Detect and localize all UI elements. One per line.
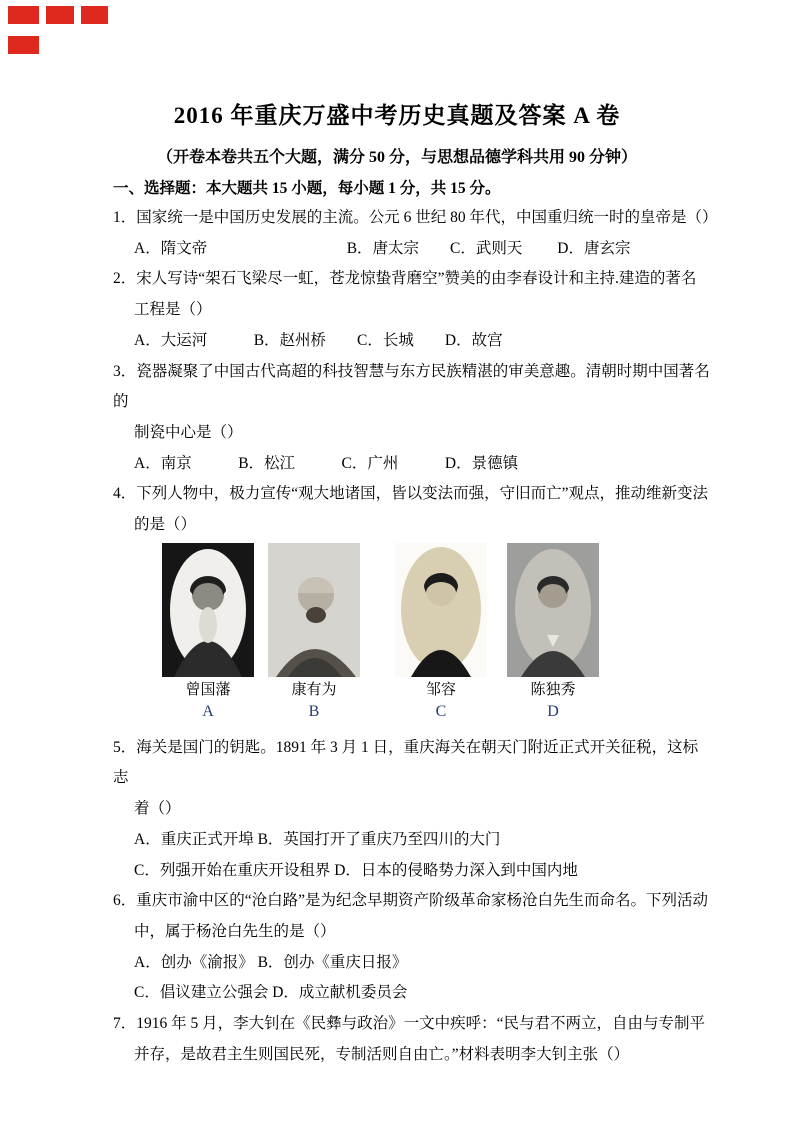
options-line: C．倡议建立公强会 D．成立献机委员会 xyxy=(134,984,408,1002)
options-line: A．大运河 B．赵州桥 C．长城 D．故宫 xyxy=(134,331,503,349)
questions-body xyxy=(113,203,718,1070)
question-text-continued: 并存，是故君主生则国民死，专制活则自由亡。”材料表明李大钊主张（） xyxy=(134,1045,630,1063)
question-text: 5．海关是国门的钥匙。1891 年 3 月 1 日，重庆海关在朝天门附近正式开关征税，这标志 xyxy=(113,738,699,787)
question-text-continued: 的是（） xyxy=(134,516,197,534)
question-text: 2．宋人写诗“架石飞梁尽一虹，苍龙惊蛰背磨空”赞美的由李春设计和主持.建造的著名 xyxy=(113,270,697,288)
question-text-continued: 工程是（） xyxy=(134,301,212,319)
figure-caption: 邹容 xyxy=(425,681,456,698)
question-text: 3．瓷器凝聚了中国古代高超的科技智慧与东方民族精湛的审美意趣。清朝时期中国著名的 xyxy=(113,362,710,411)
question-text: 7．1916 年 5 月，李大钊在《民彝与政治》一文中疾呼：“民与君不两立，自由与专制平 xyxy=(113,1015,706,1033)
portrait-chen-duxiu-image xyxy=(507,543,599,677)
portrait-kang-youwei-image xyxy=(268,543,360,677)
figure-caption: 曾国藩 xyxy=(185,681,231,698)
figure-letter: D xyxy=(547,702,559,720)
question-2 xyxy=(113,264,713,356)
question-1 xyxy=(113,203,718,264)
figure-letter: B xyxy=(308,702,320,720)
page-title: 2016 年重庆万盛中考历史真题及答案 A 卷 xyxy=(173,103,621,128)
options-line: C．列强开始在重庆开设租界 D．日本的侵略势力深入到中国内地 xyxy=(134,861,578,879)
figure-caption: 陈独秀 xyxy=(530,681,576,698)
portrait-zeng-guofan-image xyxy=(162,543,254,677)
question-text-continued: 着（） xyxy=(134,800,181,818)
figure-chen-duxiu xyxy=(507,543,599,723)
question-4 xyxy=(113,479,713,732)
portrait-figures-row xyxy=(113,541,713,733)
portrait-zou-rong-image xyxy=(395,543,487,677)
options-line: A．南京 B．松江 C．广州 D．景德镇 xyxy=(134,454,519,472)
options-line: A．隋文帝 B．唐太宗 C．武则天 D．唐玄宗 xyxy=(134,239,631,257)
question-7 xyxy=(113,1009,713,1070)
question-3 xyxy=(113,357,713,480)
question-text: 6．重庆市渝中区的“沧白路”是为纪念早期资产阶级革命家杨沧白先生而命名。下列活动 xyxy=(113,892,709,910)
figure-zou-rong xyxy=(395,543,487,723)
red-placeholder-block-3 xyxy=(81,6,108,24)
red-placeholder-block-4 xyxy=(8,36,39,54)
options-line: A．重庆正式开埠 B．英国打开了重庆乃至四川的大门 xyxy=(134,830,501,848)
figure-letter: A xyxy=(202,702,214,720)
question-text-continued: 中，属于杨沧白先生的是（） xyxy=(134,922,336,940)
section-heading: 一、选择题：本大题共 15 小题，每小题 1 分，共 15 分。 xyxy=(113,180,501,197)
figure-zeng-guofan xyxy=(162,543,254,723)
red-placeholder-block-1 xyxy=(8,6,39,24)
question-text-continued: 制瓷中心是（） xyxy=(134,423,243,441)
figure-caption: 康有为 xyxy=(291,681,337,698)
figure-kang-youwei xyxy=(268,543,360,723)
question-text: 4．下列人物中，极力宣传“观大地诸国，皆以变法而强，守旧而亡”观点，推动维新变法 xyxy=(113,485,709,503)
page-subtitle: （开卷本卷共五个大题，满分 50 分，与思想品德学科共用 90 分钟） xyxy=(156,149,637,166)
question-6 xyxy=(113,886,713,1009)
question-text: 1．国家统一是中国历史发展的主流。公元 6 世纪 80 年代，中国重归统一时的皇帝是（） xyxy=(113,209,718,226)
figure-letter: C xyxy=(435,702,447,720)
question-5 xyxy=(113,733,713,887)
options-line: A．创办《渝报》 B．创办《重庆日报》 xyxy=(134,953,408,971)
red-placeholder-block-2 xyxy=(46,6,74,24)
